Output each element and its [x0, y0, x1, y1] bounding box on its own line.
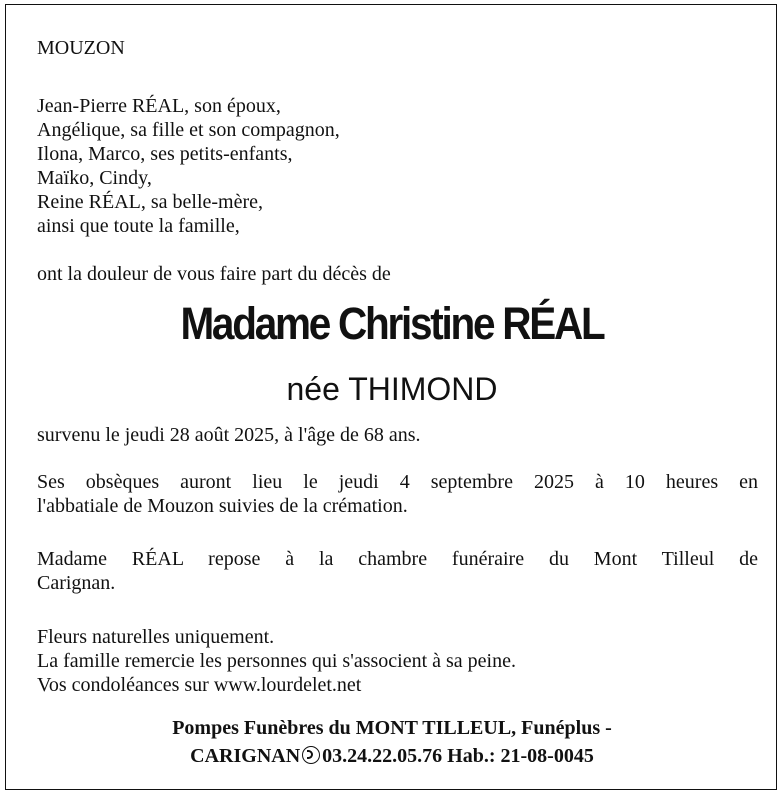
family-line: Reine RÉAL, sa belle-mère,	[37, 191, 264, 213]
family-line: Jean-Pierre RÉAL, son époux,	[37, 95, 281, 117]
closing-line: La famille remercie les personnes qui s'associent à sa peine.	[37, 650, 516, 672]
date-of-death: survenu le jeudi 28 août 2025, à l'âge de 68 ans.	[37, 424, 421, 446]
phone-icon	[302, 746, 320, 764]
funeral-home-phone: 03.24.22.05.76 Hab.: 21-08-0045	[322, 745, 594, 767]
funeral-home-name: Pompes Funèbres du MONT TILLEUL, Funéplus -	[172, 717, 612, 739]
resting-line: Madame RÉAL repose à la chambre funéraire du Mont Tilleul de	[37, 548, 758, 570]
funeral-line: Ses obsèques auront lieu le jeudi 4 septembre 2025 à 10 heures en	[37, 471, 758, 493]
deceased-name: Madame Christine RÉAL	[180, 298, 604, 349]
announcement-text: ont la douleur de vous faire part du décès de	[37, 263, 391, 285]
funeral-home-city: CARIGNAN	[190, 745, 301, 767]
location-heading: MOUZON	[37, 37, 125, 59]
family-line: Ilona, Marco, ses petits-enfants,	[37, 143, 293, 165]
funeral-home-footer	[6, 714, 778, 770]
family-line: Angélique, sa fille et son compagnon,	[37, 119, 340, 141]
funeral-details	[37, 470, 758, 518]
funeral-line: l'abbatiale de Mouzon suivies de la crémation.	[37, 495, 408, 517]
resting-line: Carignan.	[37, 572, 116, 594]
family-line: ainsi que toute la famille,	[37, 215, 240, 237]
family-line: Maïko, Cindy,	[37, 167, 152, 189]
funeral-home-contact	[6, 742, 778, 770]
closing-line: Fleurs naturelles uniquement.	[37, 626, 275, 648]
obituary-notice	[5, 4, 777, 790]
closing-line: Vos condoléances sur www.lourdelet.net	[37, 674, 362, 696]
resting-place	[37, 547, 758, 595]
maiden-name: née THIMOND	[286, 371, 498, 407]
